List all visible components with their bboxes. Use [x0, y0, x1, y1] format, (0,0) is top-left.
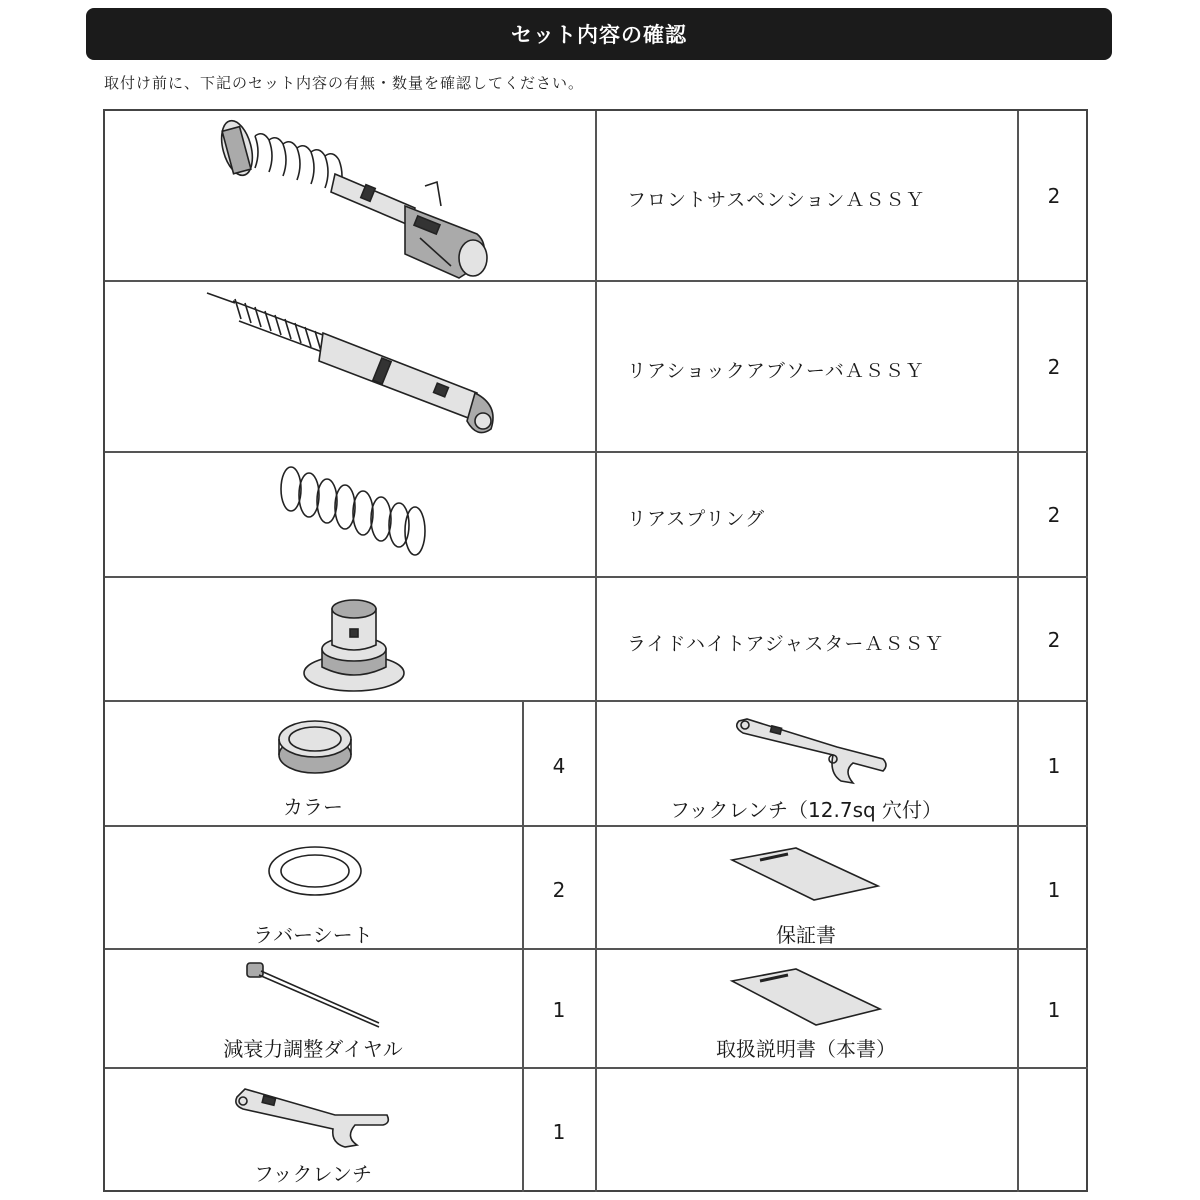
part-name-hook-wrench: フックレンチ	[253, 1162, 373, 1186]
qty-rear-shock: 2	[1047, 355, 1061, 379]
part-name-rubber-sheet: ラバーシート	[253, 923, 373, 947]
collar-icon	[275, 717, 355, 777]
qty-collar: 4	[552, 754, 566, 778]
qty-ride-height-adjuster: 2	[1047, 628, 1061, 652]
rubber-sheet-icon	[265, 841, 365, 901]
part-name-hook-wrench-with-hole: フックレンチ（12.7sq 穴付）	[669, 798, 943, 822]
instruction-text: 取付け前に、下記のセット内容の有無・数量を確認してください。	[104, 74, 585, 92]
part-name-collar: カラー	[283, 795, 343, 819]
section-title: セット内容の確認	[511, 23, 687, 47]
qty-rear-spring: 2	[1047, 503, 1061, 527]
warranty-icon	[730, 846, 890, 906]
section-header	[86, 8, 1112, 60]
damping-dial-icon	[245, 957, 385, 1029]
qty-warranty: 1	[1047, 878, 1061, 902]
part-name-instruction-manual: 取扱説明書（本書）	[716, 1037, 896, 1061]
ride-height-adjuster-icon	[300, 589, 410, 699]
qty-instruction-manual: 1	[1047, 998, 1061, 1022]
part-name-front-suspension: フロントサスペンションＡＳＳＹ	[627, 189, 926, 211]
instruction-manual-icon	[730, 967, 890, 1029]
qty-hook-wrench-with-hole: 1	[1047, 754, 1061, 778]
parts-table	[103, 109, 1088, 1192]
qty-hook-wrench: 1	[552, 1120, 566, 1144]
qty-damping-dial: 1	[552, 998, 566, 1022]
hook-wrench-icon	[233, 1083, 393, 1149]
part-name-rear-shock: リアショックアブソーバＡＳＳＹ	[627, 360, 925, 382]
hook-wrench-with-hole-icon	[733, 711, 893, 791]
front-suspension-icon	[215, 116, 495, 281]
part-name-ride-height-adjuster: ライドハイトアジャスターＡＳＳＹ	[627, 633, 945, 655]
qty-rubber-sheet: 2	[552, 878, 566, 902]
part-name-damping-dial: 減衰力調整ダイヤル	[223, 1037, 403, 1061]
part-name-rear-spring: リアスプリング	[627, 508, 766, 530]
rear-spring-icon	[275, 461, 435, 571]
rear-shock-absorber-icon	[205, 289, 505, 449]
qty-front-suspension: 2	[1047, 184, 1061, 208]
part-name-warranty: 保証書	[776, 923, 836, 947]
